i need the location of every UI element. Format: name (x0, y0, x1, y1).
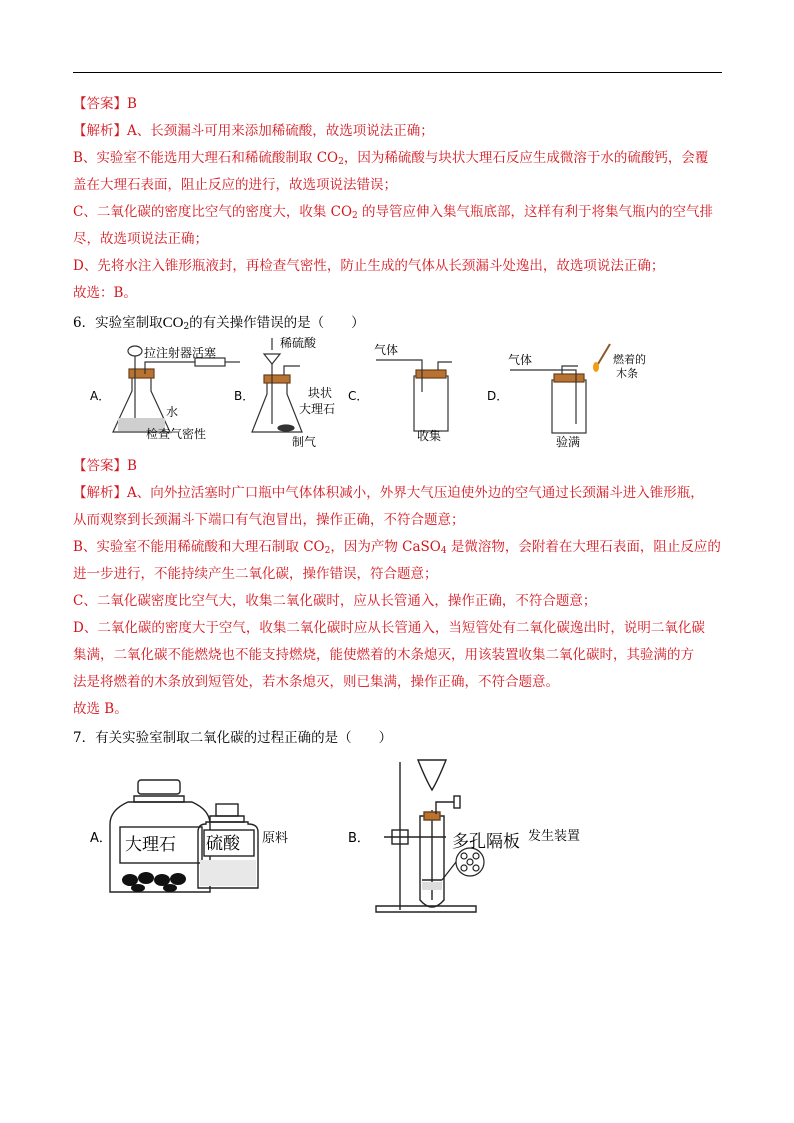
caption-a: 检查气密性 (146, 427, 207, 441)
q7-figure (80, 752, 640, 920)
q6-answer: 【答案】B (73, 458, 137, 474)
q5-analysis-line: D、先将水注入锥形瓶液封，再检查气密性，防止生成的气体从长颈漏斗处逸出，故选项说法正确； (73, 258, 665, 274)
q6-analysis-line: C、二氧化碳密度比空气大，收集二氧化碳时，应从长管通入，操作正确，不符合题意； (73, 593, 597, 609)
water-label: 水 (166, 405, 179, 419)
bottle-label-marble: 大理石 (125, 835, 176, 855)
stone-label: 块状 (308, 386, 333, 400)
q5-analysis-line: C、二氧化碳的密度比空气的密度大，收集 $CO_2$ 的导管应伸入集气瓶底部，这样有利于将集气瓶内的空气排 (73, 204, 714, 221)
bottle-label-acid: 硫酸 (206, 834, 240, 854)
caption-c: 收集 (417, 429, 442, 443)
gas-label-d: 气体 (508, 353, 533, 367)
flask-b-apparatus (252, 338, 302, 432)
option-a-letter: A． (90, 389, 111, 403)
flame-icon (593, 362, 599, 372)
option-c-letter: C． (348, 389, 369, 403)
gas-label-c: 气体 (374, 343, 399, 357)
q6-analysis-line: 故选 B。 (73, 701, 128, 717)
q5-answer: 【答案】B (73, 96, 137, 112)
caption-d: 验满 (556, 435, 581, 449)
option-b-letter: B． (348, 831, 370, 846)
syringe-label: 拉注射器活塞 (144, 346, 217, 360)
caption-material: 原料 (262, 831, 289, 846)
stick-label: 燃着的 (613, 353, 646, 366)
option-a-letter: A． (90, 831, 112, 846)
q6-analysis-line: 集满，二氧化碳不能燃烧也不能支持燃烧，能使燃着的木条熄灭，用该装置收集二氧化碳时，其验满的方 (73, 647, 694, 663)
q5-analysis-line: 尽，故选项说法正确； (73, 231, 208, 247)
q5-analysis-line: 盖在大理石表面，阻止反应的进行，故选项说法错误； (73, 177, 397, 193)
porous-plate-icon (442, 848, 484, 880)
option-b-letter: B． (234, 389, 255, 403)
marble-pieces (122, 872, 186, 892)
caption-b: 制气 (292, 435, 317, 449)
q6-analysis-line: 【解析】A、向外拉活塞时广口瓶中气体体积减小，外界大气压迫使外边的空气通过长颈漏斗进入锥形瓶， (73, 485, 704, 501)
q7-stem: 7．有关实验室制取二氧化碳的过程正确的是（ ） (73, 730, 393, 746)
q5-analysis-line: 【解析】A、长颈漏斗可用来添加稀硫酸，故选项说法正确； (73, 123, 434, 139)
plate-label: 多孔隔板 (452, 832, 520, 852)
option-d-letter: D． (487, 389, 509, 403)
stick-label: 木条 (616, 367, 638, 380)
q6-figure (80, 336, 700, 454)
q6-analysis-line: D、二氧化碳的密度大于空气，收集二氧化碳时应从长管通入，当短管处有二氧化碳逸出时，说明二氧化碳 (73, 620, 705, 636)
acid-label: 稀硫酸 (280, 336, 317, 350)
stone-label: 大理石 (299, 402, 336, 416)
caption-generator: 发生装置 (528, 829, 581, 844)
q6-analysis-line: 进一步进行，不能持续产生二氧化碳，操作错误，符合题意； (73, 566, 438, 582)
q5-analysis-line: B、实验室不能选用大理石和稀硫酸制取 $CO_2$，因为稀硫酸与块状大理石反应生成微溶于水的硫酸钙，会覆 (73, 150, 709, 167)
header-rule (73, 72, 722, 73)
q6-analysis-line: 从而观察到长颈漏斗下端口有气泡冒出，操作正确，不符合题意； (73, 512, 465, 528)
q6-analysis-line: B、实验室不能用稀硫酸和大理石制取 $CO_2$，因为产物 CaSO$_4$ 是微溶物，会附着在大理石表面，阻止反应的 (73, 539, 721, 556)
q6-analysis-line: 法是将燃着的木条放到短管处，若木条熄灭，则已集满，操作正确，不符合题意。 (73, 674, 559, 690)
bottle-c-apparatus (376, 360, 452, 431)
q6-stem: 6．实验室制取$CO_2$的有关操作错误的是（ ） (73, 315, 365, 332)
q5-analysis-line: 故选：B。 (73, 285, 137, 301)
